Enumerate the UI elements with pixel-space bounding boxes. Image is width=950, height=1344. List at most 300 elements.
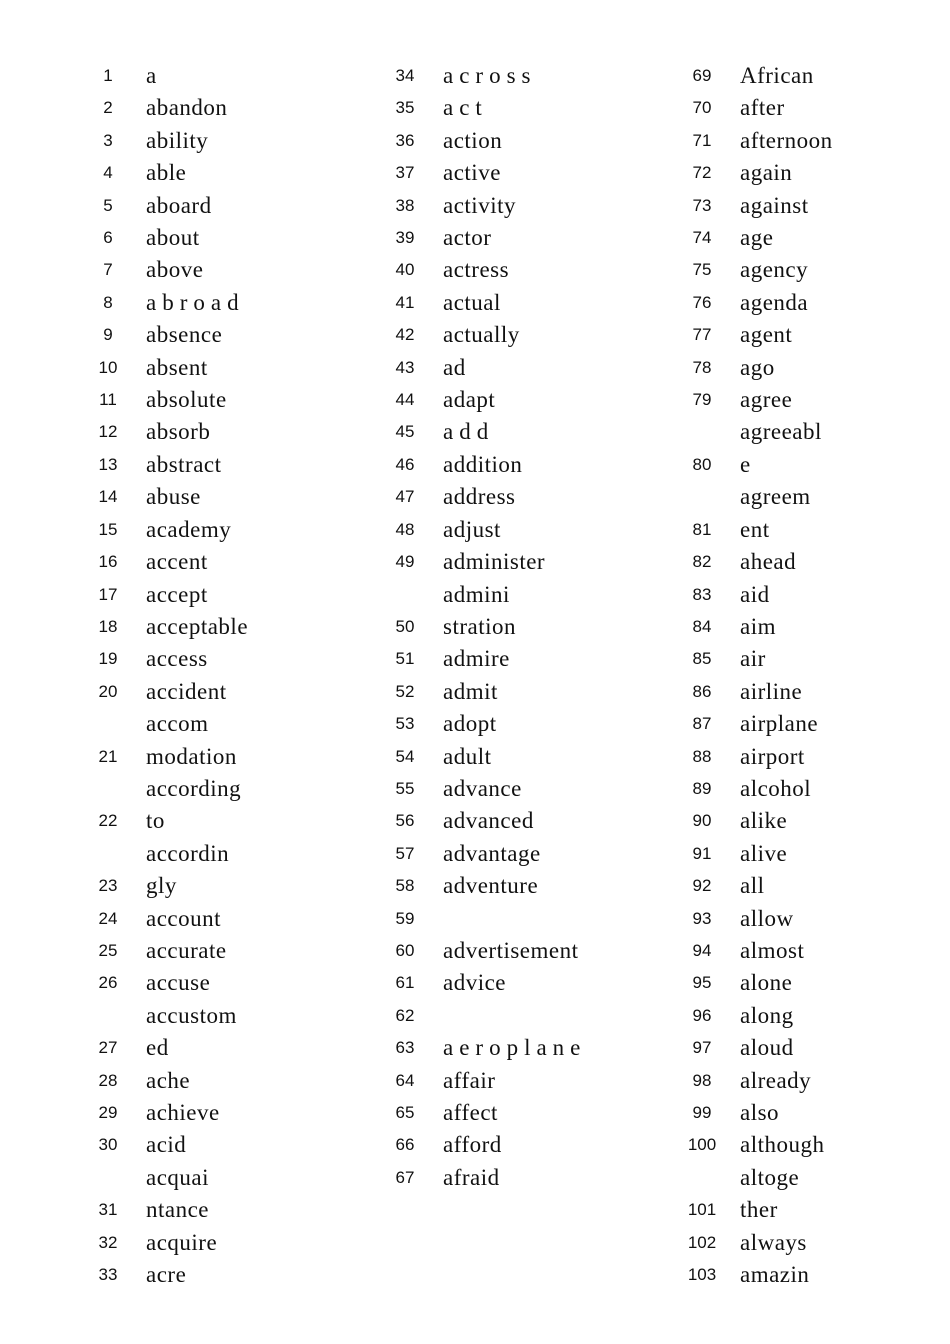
entry-word: always — [740, 1229, 807, 1255]
entry-number: 44 — [395, 390, 415, 410]
entry-number: 4 — [103, 163, 113, 183]
entry-number: 98 — [692, 1070, 712, 1090]
entry-number: 26 — [98, 973, 118, 993]
entry-word: accurate — [146, 937, 227, 963]
entry-number: 79 — [692, 390, 712, 410]
list-item — [367, 125, 643, 157]
entry-word: aboard — [146, 192, 212, 218]
entry-word: accept — [146, 581, 208, 607]
entry-word: active — [443, 160, 501, 186]
list-item — [664, 611, 940, 643]
list-item — [664, 870, 940, 902]
entry-word-part: agreem — [740, 484, 811, 510]
entry-number: 35 — [395, 98, 415, 118]
entry-number: 53 — [395, 714, 415, 734]
entry-word: ago — [740, 354, 775, 380]
entry-word: agenda — [740, 289, 809, 315]
entry-word-part: admini — [443, 581, 510, 607]
entry-number: 71 — [692, 130, 712, 150]
vocabulary-column-2 — [367, 60, 643, 1194]
entry-word-part: stration — [443, 613, 516, 639]
list-item — [367, 1162, 643, 1194]
entry-number: 46 — [395, 454, 415, 474]
entry-number: 96 — [692, 1005, 712, 1025]
entry-number: 90 — [692, 811, 712, 831]
list-item — [664, 190, 940, 222]
entry-word-part: ent — [740, 516, 770, 542]
entry-word: absolute — [146, 387, 227, 413]
list-item — [70, 1065, 346, 1097]
list-item — [70, 1129, 346, 1161]
entry-word: a — [146, 63, 157, 88]
entry-number: 14 — [98, 487, 118, 507]
list-item — [367, 481, 643, 513]
entry-word: abroad — [146, 289, 245, 315]
entry-word: accent — [146, 549, 208, 575]
entry-word: addition — [443, 451, 523, 477]
entry-number: 15 — [98, 519, 118, 539]
entry-number: 89 — [692, 778, 712, 798]
entry-number: 43 — [395, 357, 415, 377]
list-item — [70, 92, 346, 124]
list-item — [70, 546, 346, 578]
entry-number: 52 — [395, 681, 415, 701]
entry-word — [146, 773, 346, 838]
entry-word: access — [146, 646, 208, 672]
list-item — [367, 1065, 643, 1097]
list-item — [367, 1129, 643, 1161]
list-item — [70, 352, 346, 384]
list-item — [70, 1000, 346, 1065]
entry-word — [740, 416, 940, 481]
list-item — [70, 416, 346, 448]
list-item — [664, 287, 940, 319]
entry-number: 60 — [395, 940, 415, 960]
entry-number: 10 — [98, 357, 118, 377]
entry-word: adventure — [443, 873, 539, 899]
entry-word: add — [443, 419, 495, 445]
entry-word: airport — [740, 743, 805, 769]
list-item — [70, 579, 346, 611]
entry-word: accuse — [146, 970, 211, 996]
list-item — [70, 157, 346, 189]
entry-word — [146, 838, 346, 903]
entry-number: 17 — [98, 584, 118, 604]
entry-number: 65 — [395, 1103, 415, 1122]
entry-word: allow — [740, 905, 794, 931]
list-item — [664, 741, 940, 773]
list-item — [664, 838, 940, 870]
list-item — [367, 384, 643, 416]
entry-number: 24 — [98, 908, 118, 928]
entry-number: 94 — [692, 940, 712, 960]
entry-word: advice — [443, 970, 507, 996]
entry-number: 64 — [395, 1070, 415, 1090]
list-item — [367, 903, 643, 935]
entry-number: 56 — [395, 811, 415, 831]
entry-number: 36 — [395, 130, 415, 150]
entry-word-part: e — [740, 451, 751, 477]
list-item — [664, 546, 940, 578]
entry-word: able — [146, 160, 187, 186]
entry-word — [146, 1162, 346, 1227]
entry-number: 40 — [395, 260, 415, 280]
entry-word — [146, 1000, 346, 1065]
entry-word: afternoon — [740, 127, 833, 153]
list-item — [664, 1000, 940, 1032]
list-item — [70, 773, 346, 838]
entry-word: amazin — [740, 1262, 810, 1288]
entry-number: 54 — [395, 746, 415, 766]
list-item — [367, 254, 643, 286]
entry-number: 48 — [395, 519, 415, 539]
entry-number: 88 — [692, 746, 712, 766]
entry-word: address — [443, 484, 516, 510]
list-item — [367, 546, 643, 578]
entry-number: 47 — [395, 487, 415, 507]
entry-number: 20 — [98, 681, 118, 701]
list-item — [367, 643, 643, 675]
entry-number: 32 — [98, 1232, 118, 1252]
entry-number: 91 — [692, 843, 712, 863]
entry-word: adopt — [443, 711, 497, 737]
list-item — [664, 1162, 940, 1227]
entry-word: airplane — [740, 711, 819, 737]
entry-number: 61 — [395, 973, 415, 993]
list-item — [70, 967, 346, 999]
entry-number: 85 — [692, 649, 712, 669]
list-item — [367, 838, 643, 870]
entry-word: advantage — [443, 840, 541, 866]
entry-word: alcohol — [740, 775, 812, 801]
entry-word: admire — [443, 646, 510, 672]
entry-number: 84 — [692, 616, 712, 636]
entry-number: 25 — [98, 940, 118, 960]
entry-word-part: according — [146, 775, 242, 801]
entry-number: 39 — [395, 228, 415, 248]
entry-number: 37 — [395, 163, 415, 183]
entry-word-part: ther — [740, 1197, 778, 1223]
list-item — [70, 708, 346, 773]
entry-word: activity — [443, 192, 516, 218]
list-item — [367, 449, 643, 481]
entry-word: affair — [443, 1067, 496, 1093]
list-item — [664, 384, 940, 416]
entry-word-part: ed — [146, 1035, 169, 1061]
list-item — [367, 319, 643, 351]
list-item — [367, 1000, 643, 1032]
list-item — [367, 1032, 643, 1064]
list-item — [664, 805, 940, 837]
entry-word — [443, 903, 643, 935]
entry-word: ahead — [740, 549, 797, 575]
entry-number: 7 — [103, 260, 113, 280]
entry-number: 82 — [692, 552, 712, 572]
entry-number: 95 — [692, 973, 712, 993]
entry-word: account — [146, 905, 222, 931]
entry-number: 6 — [103, 228, 113, 248]
entry-number: 63 — [395, 1038, 415, 1058]
entry-word: abuse — [146, 484, 201, 510]
list-item — [70, 676, 346, 708]
list-item — [367, 1097, 643, 1129]
list-item — [664, 903, 940, 935]
entry-word: abandon — [146, 95, 228, 121]
entry-word: agency — [740, 257, 809, 283]
entry-number: 22 — [98, 811, 118, 831]
entry-word: along — [740, 1002, 794, 1028]
entry-number: 51 — [395, 649, 415, 669]
entry-word: advance — [443, 775, 522, 801]
list-item — [664, 1129, 940, 1161]
entry-word: agent — [740, 322, 793, 348]
entry-number: 67 — [395, 1167, 415, 1187]
list-item — [367, 773, 643, 805]
entry-word: ad — [443, 354, 466, 380]
entry-number: 102 — [687, 1232, 717, 1252]
entry-word — [740, 1162, 940, 1227]
entry-number: 73 — [692, 195, 712, 215]
list-item — [367, 190, 643, 222]
list-item — [70, 838, 346, 903]
entry-number: 21 — [98, 746, 118, 766]
entry-word: actual — [443, 289, 501, 315]
entry-number: 86 — [692, 681, 712, 701]
entry-word: alike — [740, 808, 788, 834]
list-item — [367, 222, 643, 254]
entry-word-part: agreeabl — [740, 419, 822, 445]
entry-word-part: gly — [146, 873, 177, 899]
entry-word: acquire — [146, 1229, 218, 1255]
entry-number: 92 — [692, 876, 712, 896]
entry-number: 1 — [103, 66, 113, 85]
entry-word: acre — [146, 1262, 187, 1288]
entry-number: 5 — [103, 195, 113, 215]
entry-number: 72 — [692, 163, 712, 183]
entry-word-part: accustom — [146, 1002, 237, 1028]
entry-word: achieve — [146, 1100, 220, 1125]
entry-number: 18 — [98, 616, 118, 636]
list-item — [367, 741, 643, 773]
entry-word: against — [740, 192, 809, 218]
list-item — [70, 125, 346, 157]
entry-number: 41 — [395, 292, 415, 312]
entry-number: 66 — [395, 1135, 415, 1155]
entry-number: 59 — [395, 908, 415, 928]
list-item — [367, 92, 643, 124]
list-item — [664, 60, 940, 92]
entry-word: accident — [146, 678, 227, 704]
entry-word: absent — [146, 354, 208, 380]
entry-number: 69 — [692, 66, 712, 85]
entry-word: act — [443, 95, 488, 121]
entry-number: 19 — [98, 649, 118, 669]
list-item — [664, 1227, 940, 1259]
entry-number: 27 — [98, 1038, 118, 1058]
entry-number: 58 — [395, 876, 415, 896]
entry-word: airline — [740, 678, 803, 704]
entry-number: 49 — [395, 552, 415, 572]
list-item — [70, 319, 346, 351]
entry-number: 87 — [692, 714, 712, 734]
entry-number: 8 — [103, 292, 113, 312]
list-item — [70, 254, 346, 286]
entry-word — [740, 481, 940, 546]
entry-number: 83 — [692, 584, 712, 604]
entry-number: 28 — [98, 1070, 118, 1090]
entry-number: 13 — [98, 454, 118, 474]
entry-word: acceptable — [146, 613, 249, 639]
entry-number: 55 — [395, 778, 415, 798]
list-item — [664, 222, 940, 254]
list-item — [367, 287, 643, 319]
entry-word — [146, 708, 346, 773]
entry-word-part: modation — [146, 743, 237, 769]
entry-word: abstract — [146, 451, 222, 477]
list-item — [70, 287, 346, 319]
entry-number: 30 — [98, 1135, 118, 1155]
entry-word: about — [146, 225, 200, 251]
list-item — [664, 416, 940, 481]
list-item — [70, 222, 346, 254]
entry-number: 78 — [692, 357, 712, 377]
entry-number: 76 — [692, 292, 712, 312]
entry-number: 62 — [395, 1005, 415, 1025]
entry-word: although — [740, 1132, 825, 1158]
list-item — [70, 384, 346, 416]
entry-word: action — [443, 127, 503, 153]
vocabulary-column-1 — [70, 60, 346, 1291]
list-item — [664, 676, 940, 708]
entry-word: actually — [443, 322, 520, 348]
entry-word: academy — [146, 516, 232, 542]
entry-number: 29 — [98, 1103, 118, 1122]
entry-number: 70 — [692, 98, 712, 118]
list-item — [664, 1065, 940, 1097]
entry-word: across — [443, 63, 537, 88]
list-item — [367, 579, 643, 644]
list-item — [664, 1097, 940, 1129]
entry-number: 80 — [692, 454, 712, 474]
list-item — [70, 1227, 346, 1259]
list-item — [664, 967, 940, 999]
list-item — [367, 967, 643, 999]
entry-word: alone — [740, 970, 793, 996]
list-item — [664, 773, 940, 805]
list-item — [664, 481, 940, 546]
list-item — [664, 935, 940, 967]
list-item — [70, 1097, 346, 1129]
entry-word-part: accom — [146, 711, 209, 737]
entry-word: affect — [443, 1100, 498, 1125]
entry-word: almost — [740, 937, 805, 963]
list-item — [70, 935, 346, 967]
list-item — [70, 449, 346, 481]
entry-word: absorb — [146, 419, 211, 445]
entry-word-part: to — [146, 808, 165, 834]
entry-word: acid — [146, 1132, 187, 1158]
list-item — [70, 190, 346, 222]
entry-word: African — [740, 63, 814, 88]
list-item — [664, 352, 940, 384]
entry-word: administer — [443, 549, 546, 575]
list-item — [664, 1032, 940, 1064]
entry-word-part: ntance — [146, 1197, 210, 1223]
entry-word: age — [740, 225, 774, 251]
entry-word: actress — [443, 257, 510, 283]
entry-number: 31 — [98, 1200, 118, 1220]
list-item — [367, 514, 643, 546]
entry-word: aim — [740, 613, 776, 639]
entry-word: agree — [740, 387, 793, 413]
vocabulary-column-3 — [664, 60, 940, 1291]
list-item — [70, 903, 346, 935]
list-item — [367, 708, 643, 740]
entry-word: afraid — [443, 1164, 500, 1190]
entry-word: advanced — [443, 808, 534, 834]
entry-number: 50 — [395, 616, 415, 636]
entry-word: afford — [443, 1132, 502, 1158]
list-item — [70, 611, 346, 643]
entry-number: 42 — [395, 325, 415, 345]
entry-number: 81 — [692, 519, 712, 539]
entry-word: after — [740, 95, 785, 121]
entry-number: 2 — [103, 98, 113, 118]
list-item — [664, 254, 940, 286]
list-item — [70, 643, 346, 675]
entry-word: absence — [146, 322, 223, 348]
entry-word-part: acquai — [146, 1164, 210, 1190]
entry-word: all — [740, 873, 765, 899]
entry-number: 45 — [395, 422, 415, 442]
entry-number: 3 — [103, 130, 113, 150]
entry-number: 11 — [99, 390, 117, 410]
entry-number: 38 — [395, 195, 415, 215]
entry-number: 33 — [98, 1265, 118, 1285]
list-item — [367, 157, 643, 189]
entry-word: alive — [740, 840, 788, 866]
list-item — [367, 676, 643, 708]
list-item — [367, 935, 643, 967]
entry-number: 97 — [692, 1038, 712, 1058]
list-item — [664, 643, 940, 675]
list-item — [367, 416, 643, 448]
entry-word: aid — [740, 581, 770, 607]
entry-word: admit — [443, 678, 498, 704]
list-item — [367, 870, 643, 902]
entry-number: 74 — [692, 228, 712, 248]
entry-number: 12 — [98, 422, 118, 442]
entry-word: advertisement — [443, 937, 579, 963]
entry-number: 93 — [692, 908, 712, 928]
list-item — [70, 1162, 346, 1227]
entry-word — [443, 579, 643, 644]
entry-word: again — [740, 160, 793, 186]
entry-word: aloud — [740, 1035, 794, 1061]
entry-number: 77 — [692, 325, 712, 345]
list-item — [664, 92, 940, 124]
entry-number: 57 — [395, 843, 415, 863]
entry-number: 100 — [687, 1135, 717, 1155]
entry-word: adult — [443, 743, 492, 769]
entry-word: ability — [146, 127, 209, 153]
entry-number: 9 — [103, 325, 113, 345]
list-item — [664, 708, 940, 740]
entry-number: 16 — [98, 552, 118, 572]
entry-word: above — [146, 257, 204, 283]
entry-number: 75 — [692, 260, 712, 280]
entry-word: ache — [146, 1067, 191, 1093]
